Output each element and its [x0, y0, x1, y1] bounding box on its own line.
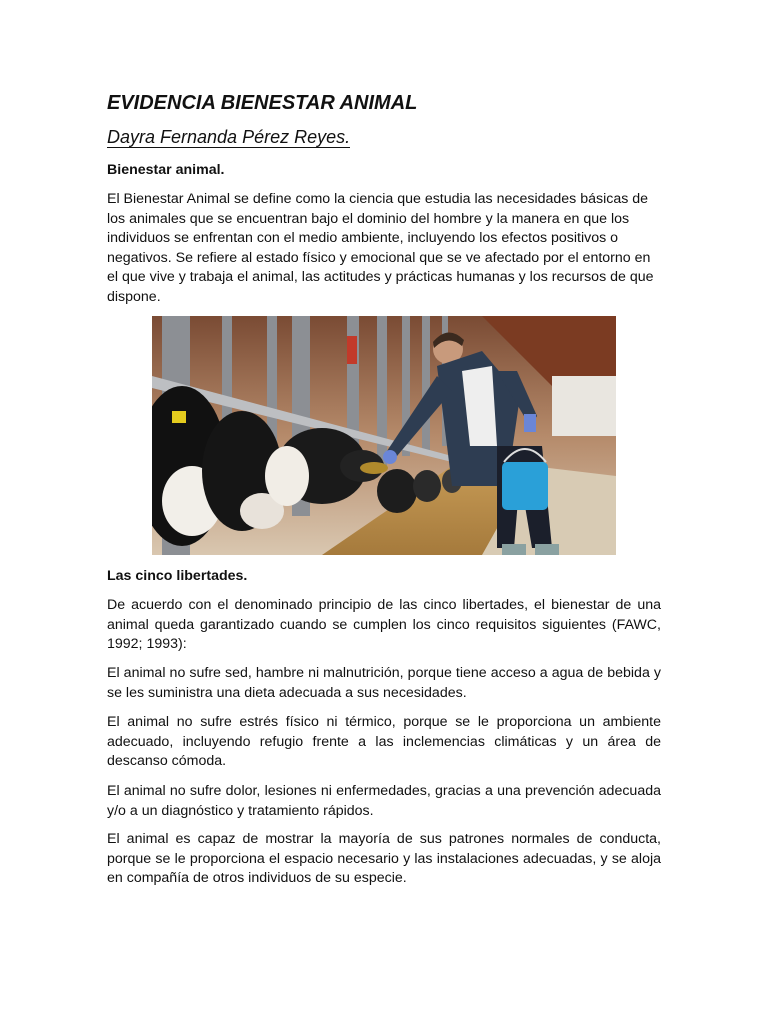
paragraph-freedom-behaviour: El animal es capaz de mostrar la mayoría de sus patrones normales de conducta, porque se le proporciona el espacio necesario y las instalaciones adecuadas, y se aloja en compañía de otros individuos de su especie.	[107, 831, 661, 887]
paragraph-freedom-discomfort: El animal no sufre estrés físico ni térmico, porque se le proporciona un ambiente adecuado, incluyendo refugio frente a las inclemencias climáticas y un área de descanso cómoda.	[107, 714, 661, 770]
document-title: EVIDENCIA BIENESTAR ANIMAL	[107, 92, 418, 114]
paragraph-bienestar-definition: El Bienestar Animal se define como la ciencia que estudia las necesidades básicas de los animales que se encuentran bajo el dominio del hombre y la manera en que los individuos se enfrentan con el medio ambiente, incluyendo los efectos positivos o negativos. Se refiere al estado físico y emocional que se ve afectado por el entorno en el que vive y trabaja el animal, las actitudes y prácticas humanas y los recursos de que dispone.	[107, 191, 654, 305]
paragraph-cinco-libertades-intro: De acuerdo con el denominado principio de las cinco libertades, el bienestar de una animal queda garantizado cuando se cumplen los cinco requisitos siguientes (FAWC, 1992; 1993):	[107, 597, 661, 653]
author-name: Dayra Fernanda Pérez Reyes.	[107, 127, 351, 147]
paragraph-freedom-hunger: El animal no sufre sed, hambre ni malnutrición, porque tiene acceso a agua de bebida y se les suministra una dieta adecuada a sus necesidades.	[107, 665, 661, 701]
section-heading-bienestar: Bienestar animal.	[107, 162, 225, 178]
paragraph-freedom-pain: El animal no sufre dolor, lesiones ni enfermedades, gracias a una prevención adecuada y/o a un diagnóstico y tratamiento rápidos.	[107, 783, 661, 819]
section-heading-cinco-libertades: Las cinco libertades.	[107, 568, 248, 584]
farm-cows-feeding-photo	[152, 316, 616, 555]
